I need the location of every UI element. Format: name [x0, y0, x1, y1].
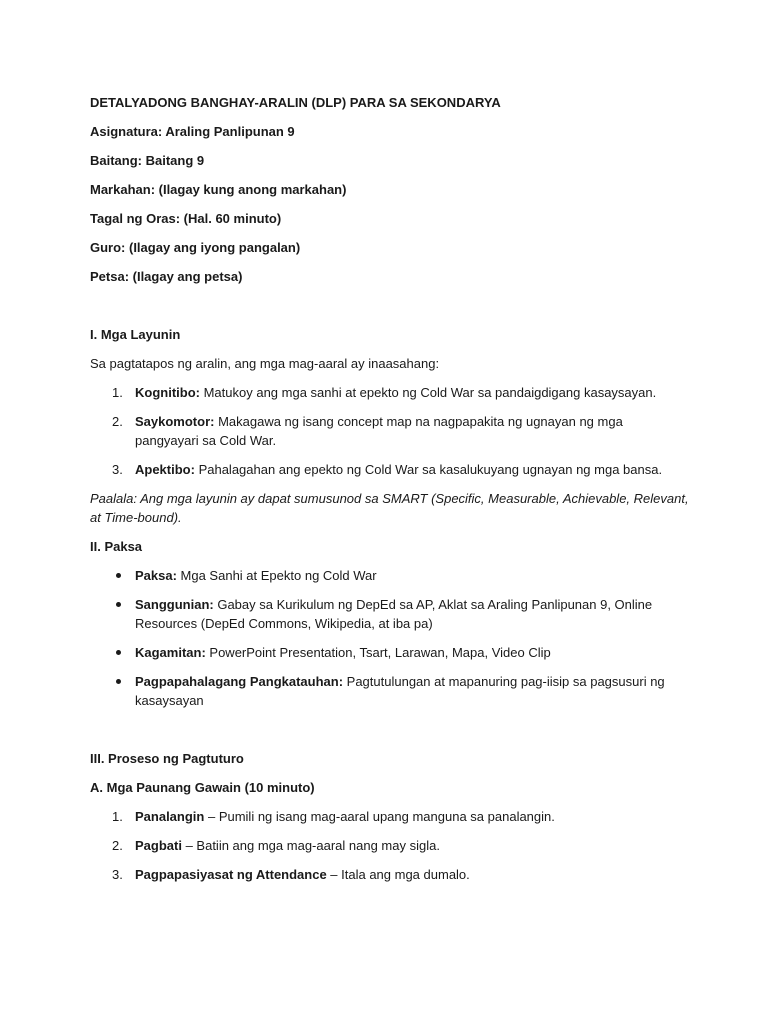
item-label: Apektibo: [135, 462, 195, 477]
document-page [90, 93, 690, 884]
bullet-icon [116, 573, 121, 578]
item-label: Paksa: [135, 568, 177, 583]
bullet-icon [116, 650, 121, 655]
list-item [90, 672, 690, 710]
item-label: Saykomotor: [135, 414, 215, 429]
document-title: DETALYADONG BANGHAY-ARALIN (DLP) PARA SA SEKONDARYA [90, 95, 501, 110]
bullet-icon [116, 602, 121, 607]
list-item [90, 836, 690, 855]
section-heading-proseso: III. Proseso ng Pagtuturo [90, 751, 244, 766]
list-item [90, 807, 690, 826]
list-item [90, 383, 690, 402]
item-label: Kagamitan: [135, 645, 206, 660]
item-text: Pahalagahan ang epekto ng Cold War sa kasalukuyang ugnayan ng mga bansa. [194, 462, 663, 477]
item-label: Sanggunian: [135, 597, 214, 612]
item-label: Pagbati [135, 838, 182, 853]
item-text: Makagawa ng isang concept map na nagpapakita ng ugnayan ng mga pangyayari sa Cold War. [135, 414, 623, 448]
section-heading-layunin: I. Mga Layunin [90, 327, 181, 342]
item-label: Panalangin [135, 809, 205, 824]
list-item [90, 643, 690, 662]
asignatura-line: Asignatura: Araling Panlipunan 9 [90, 124, 295, 139]
list-number: 2. [112, 414, 123, 429]
list-number: 3. [112, 462, 123, 477]
subheading-paunang-gawain: A. Mga Paunang Gawain (10 minuto) [90, 780, 315, 795]
layunin-intro: Sa pagtatapos ng aralin, ang mga mag-aaral ay inaasahang: [90, 356, 440, 371]
proseso-list [90, 807, 690, 884]
item-text: Pagtutulungan at mapanuring pag-iisip sa pagsusuri ng kasaysayan [135, 674, 665, 708]
markahan-line: Markahan: (Ilagay kung anong markahan) [90, 182, 347, 197]
list-item [90, 595, 690, 633]
item-label: Pagpapasiyasat ng Attendance [135, 867, 327, 882]
item-label: Kognitibo: [135, 385, 200, 400]
item-text: – Itala ang mga dumalo. [326, 867, 470, 882]
item-text: – Pumili ng isang mag-aaral upang manguna sa panalangin. [204, 809, 555, 824]
list-number: 1. [112, 809, 123, 824]
list-item [90, 865, 690, 884]
list-number: 3. [112, 867, 123, 882]
item-text: Gabay sa Kurikulum ng DepEd sa AP, Aklat sa Araling Panlipunan 9, Online Resources (DepEd Commons, Wikipedia, at iba pa) [135, 597, 653, 631]
item-text: Mga Sanhi at Epekto ng Cold War [176, 568, 377, 583]
tagal-line: Tagal ng Oras: (Hal. 60 minuto) [90, 211, 282, 226]
section-heading-paksa: II. Paksa [90, 539, 143, 554]
smart-note: Paalala: Ang mga layunin ay dapat sumusunod sa SMART (Specific, Measurable, Achievable, Relevant, at Time-bound). [90, 491, 689, 525]
list-item [90, 460, 690, 479]
guro-line: Guro: (Ilagay ang iyong pangalan) [90, 240, 301, 255]
list-item [90, 412, 690, 450]
item-text: PowerPoint Presentation, Tsart, Larawan, Mapa, Video Clip [205, 645, 551, 660]
bullet-icon [116, 679, 121, 684]
layunin-list [90, 383, 690, 479]
petsa-line: Petsa: (Ilagay ang petsa) [90, 269, 243, 284]
item-text: – Batiin ang mga mag-aaral nang may sigla. [181, 838, 440, 853]
list-number: 2. [112, 838, 123, 853]
baitang-line: Baitang: Baitang 9 [90, 153, 205, 168]
paksa-list [90, 566, 690, 710]
item-text: Matukoy ang mga sanhi at epekto ng Cold War sa pandaigdigang kasaysayan. [199, 385, 657, 400]
list-number: 1. [112, 385, 123, 400]
list-item [90, 566, 690, 585]
item-label: Pagpapahalagang Pangkatauhan: [135, 674, 344, 689]
